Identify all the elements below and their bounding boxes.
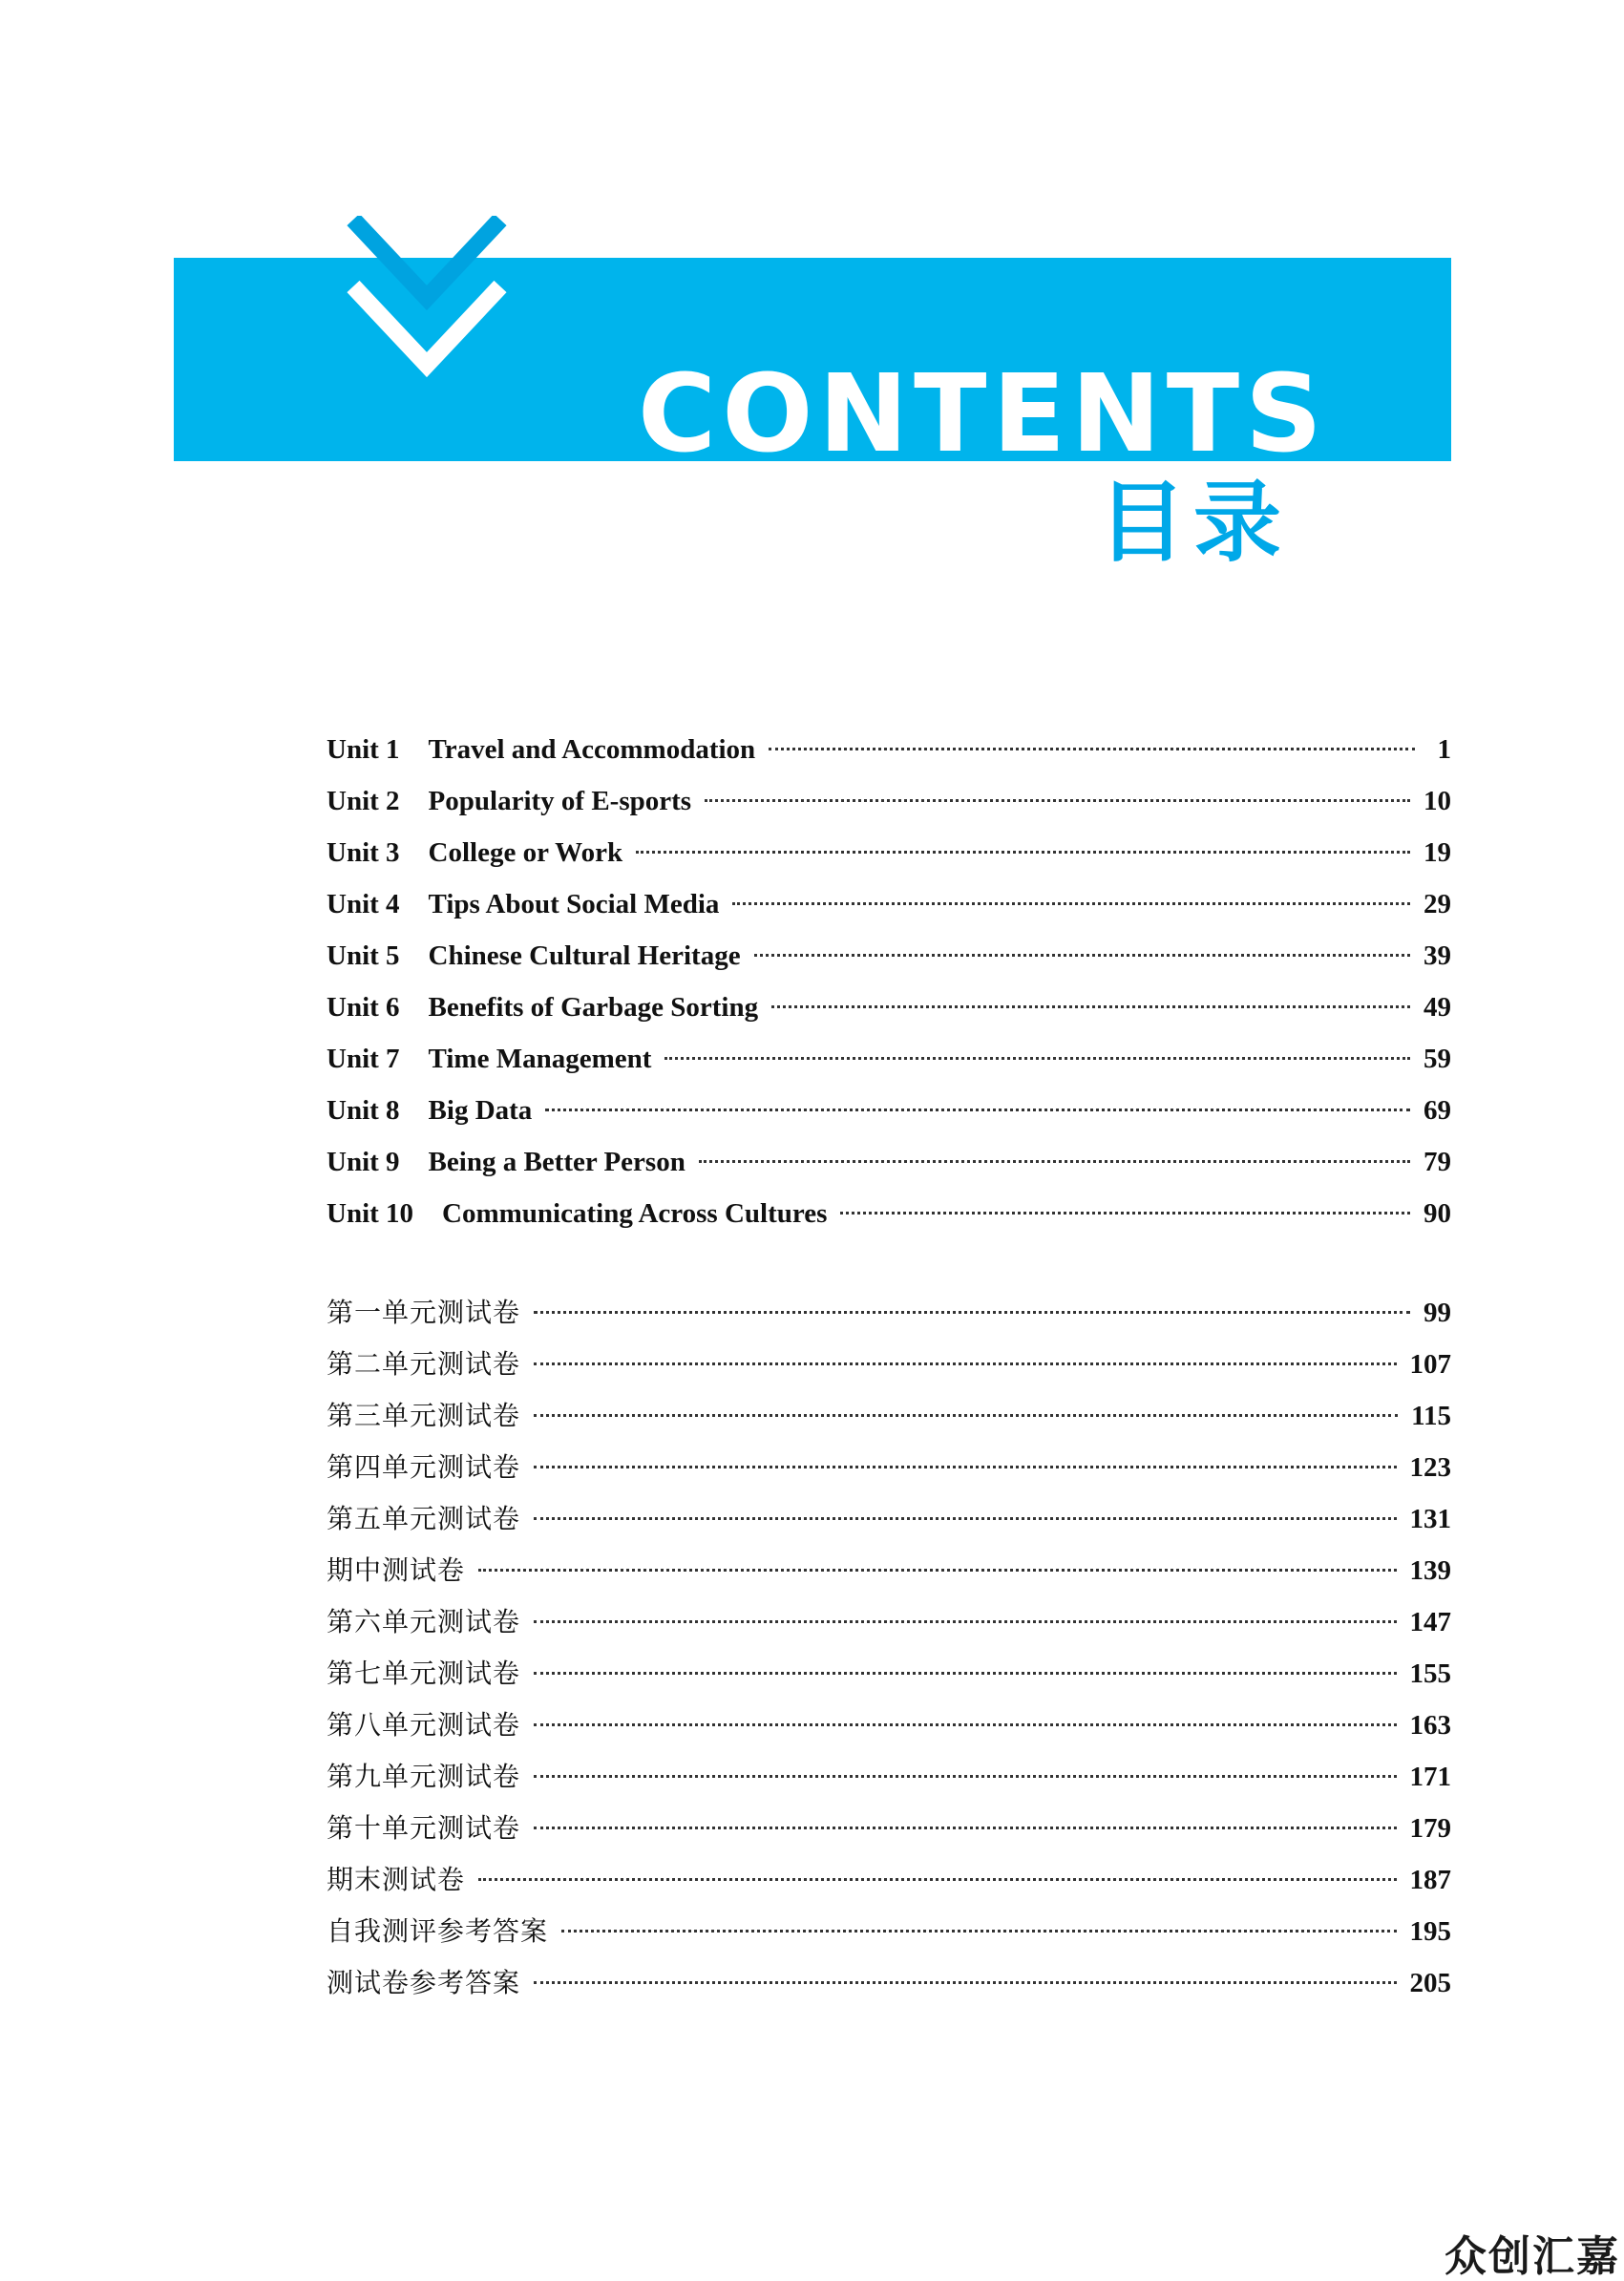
page-number: 139 xyxy=(1409,1555,1451,1586)
toc-row-test[interactable] xyxy=(327,1493,1451,1545)
toc-row-test[interactable] xyxy=(327,1545,1451,1596)
page-number: 10 xyxy=(1424,786,1451,816)
unit-title: Communicating Across Cultures xyxy=(442,1198,828,1229)
test-title: 第十单元测试卷 xyxy=(327,1812,521,1844)
unit-number: Unit 1 xyxy=(327,734,400,765)
test-title: 第五单元测试卷 xyxy=(327,1503,521,1534)
dot-leader xyxy=(534,1517,1396,1520)
contents-title-cn: 目录 xyxy=(1098,472,1290,574)
test-title: 第七单元测试卷 xyxy=(327,1658,521,1689)
dot-leader xyxy=(705,799,1410,802)
dot-leader xyxy=(534,1775,1396,1778)
page-number: 163 xyxy=(1409,1710,1451,1741)
unit-number: Unit 10 xyxy=(327,1198,414,1229)
dot-leader xyxy=(545,1109,1410,1111)
dot-leader xyxy=(478,1569,1396,1572)
page-number: 205 xyxy=(1409,1968,1451,1998)
toc-row-unit-2[interactable] xyxy=(327,775,1451,827)
dot-leader xyxy=(534,1466,1396,1468)
toc-row-test[interactable] xyxy=(327,1596,1451,1648)
toc-row-test[interactable] xyxy=(327,1287,1451,1339)
test-title: 期末测试卷 xyxy=(327,1864,466,1895)
toc-row-test[interactable] xyxy=(327,1854,1451,1906)
toc-row-test[interactable] xyxy=(327,1648,1451,1700)
page-number: 39 xyxy=(1424,940,1451,971)
dot-leader xyxy=(534,1311,1410,1314)
toc-row-test[interactable] xyxy=(327,1390,1451,1442)
dot-leader xyxy=(561,1930,1396,1933)
test-title: 期中测试卷 xyxy=(327,1554,466,1586)
dot-leader xyxy=(534,1827,1396,1829)
toc-row-unit-4[interactable] xyxy=(327,878,1451,930)
unit-number: Unit 8 xyxy=(327,1095,400,1126)
dot-leader xyxy=(699,1160,1410,1163)
page-number: 49 xyxy=(1424,992,1451,1023)
page-number: 147 xyxy=(1409,1607,1451,1637)
page-number: 179 xyxy=(1409,1813,1451,1844)
dot-leader xyxy=(534,1672,1396,1675)
test-title: 第三单元测试卷 xyxy=(327,1400,521,1431)
unit-number: Unit 6 xyxy=(327,992,400,1023)
unit-number: Unit 4 xyxy=(327,889,400,919)
unit-number: Unit 2 xyxy=(327,786,400,816)
toc-row-test[interactable] xyxy=(327,1906,1451,1957)
unit-number: Unit 7 xyxy=(327,1044,400,1074)
page-number: 90 xyxy=(1424,1198,1451,1229)
dot-leader xyxy=(534,1981,1396,1984)
page-number: 123 xyxy=(1409,1452,1451,1483)
double-chevron-down-icon xyxy=(346,216,508,388)
dot-leader xyxy=(534,1362,1396,1365)
page-number: 59 xyxy=(1424,1044,1451,1074)
test-title: 第二单元测试卷 xyxy=(327,1348,521,1380)
toc-row-test[interactable] xyxy=(327,1339,1451,1390)
toc-row-test[interactable] xyxy=(327,1442,1451,1493)
page-number: 107 xyxy=(1409,1349,1451,1380)
test-title: 第四单元测试卷 xyxy=(327,1451,521,1483)
page-number: 29 xyxy=(1424,889,1451,919)
unit-number: Unit 5 xyxy=(327,940,400,971)
toc-row-test[interactable] xyxy=(327,1751,1451,1803)
dot-leader xyxy=(732,902,1410,905)
toc-row-unit-8[interactable] xyxy=(327,1085,1451,1136)
unit-number: Unit 3 xyxy=(327,837,400,868)
unit-title: Time Management xyxy=(428,1044,652,1074)
unit-title: Benefits of Garbage Sorting xyxy=(428,992,759,1023)
test-list xyxy=(327,1287,1451,2009)
dot-leader xyxy=(636,851,1410,854)
unit-number: Unit 9 xyxy=(327,1147,400,1177)
unit-title: Chinese Cultural Heritage xyxy=(428,940,741,971)
toc-row-test[interactable] xyxy=(327,1957,1451,2009)
toc-row-unit-6[interactable] xyxy=(327,982,1451,1033)
test-title: 自我测评参考答案 xyxy=(327,1915,549,1947)
page-number: 187 xyxy=(1409,1865,1451,1895)
toc-row-unit-9[interactable] xyxy=(327,1136,1451,1188)
page-number: 155 xyxy=(1409,1658,1451,1689)
dot-leader xyxy=(534,1723,1396,1726)
unit-title: College or Work xyxy=(428,837,623,868)
page-number: 69 xyxy=(1424,1095,1451,1126)
page-number: 115 xyxy=(1411,1401,1451,1431)
test-title: 第八单元测试卷 xyxy=(327,1709,521,1741)
test-title: 测试卷参考答案 xyxy=(327,1967,521,1998)
dot-leader xyxy=(534,1620,1396,1623)
toc-row-unit-1[interactable] xyxy=(327,724,1451,775)
dot-leader xyxy=(664,1057,1410,1060)
toc-row-unit-3[interactable] xyxy=(327,827,1451,878)
toc-row-unit-10[interactable] xyxy=(327,1188,1451,1239)
dot-leader xyxy=(478,1878,1396,1881)
test-title: 第六单元测试卷 xyxy=(327,1606,521,1637)
page-number: 19 xyxy=(1424,837,1451,868)
toc-row-test[interactable] xyxy=(327,1700,1451,1751)
test-title: 第九单元测试卷 xyxy=(327,1761,521,1792)
unit-title: Travel and Accommodation xyxy=(428,734,756,765)
unit-title: Popularity of E-sports xyxy=(428,786,692,816)
page-number: 79 xyxy=(1424,1147,1451,1177)
contents-title: CONTENTS xyxy=(638,352,1328,476)
toc-row-unit-5[interactable] xyxy=(327,930,1451,982)
page-number: 131 xyxy=(1409,1504,1451,1534)
page-number: 195 xyxy=(1409,1916,1451,1947)
dot-leader xyxy=(771,1005,1410,1008)
page-number: 1 xyxy=(1437,734,1451,765)
dot-leader xyxy=(769,748,1415,750)
unit-list xyxy=(327,724,1451,1239)
toc-row-unit-7[interactable] xyxy=(327,1033,1451,1085)
toc-row-test[interactable] xyxy=(327,1803,1451,1854)
unit-title: Big Data xyxy=(428,1095,533,1126)
page-number: 99 xyxy=(1424,1298,1451,1328)
unit-title: Being a Better Person xyxy=(428,1147,685,1177)
page-number: 171 xyxy=(1409,1762,1451,1792)
unit-title: Tips About Social Media xyxy=(428,889,720,919)
watermark: 众创汇嘉 xyxy=(1445,2232,1620,2281)
dot-leader xyxy=(840,1212,1410,1214)
dot-leader xyxy=(534,1414,1398,1417)
dot-leader xyxy=(754,954,1410,957)
test-title: 第一单元测试卷 xyxy=(327,1297,521,1328)
